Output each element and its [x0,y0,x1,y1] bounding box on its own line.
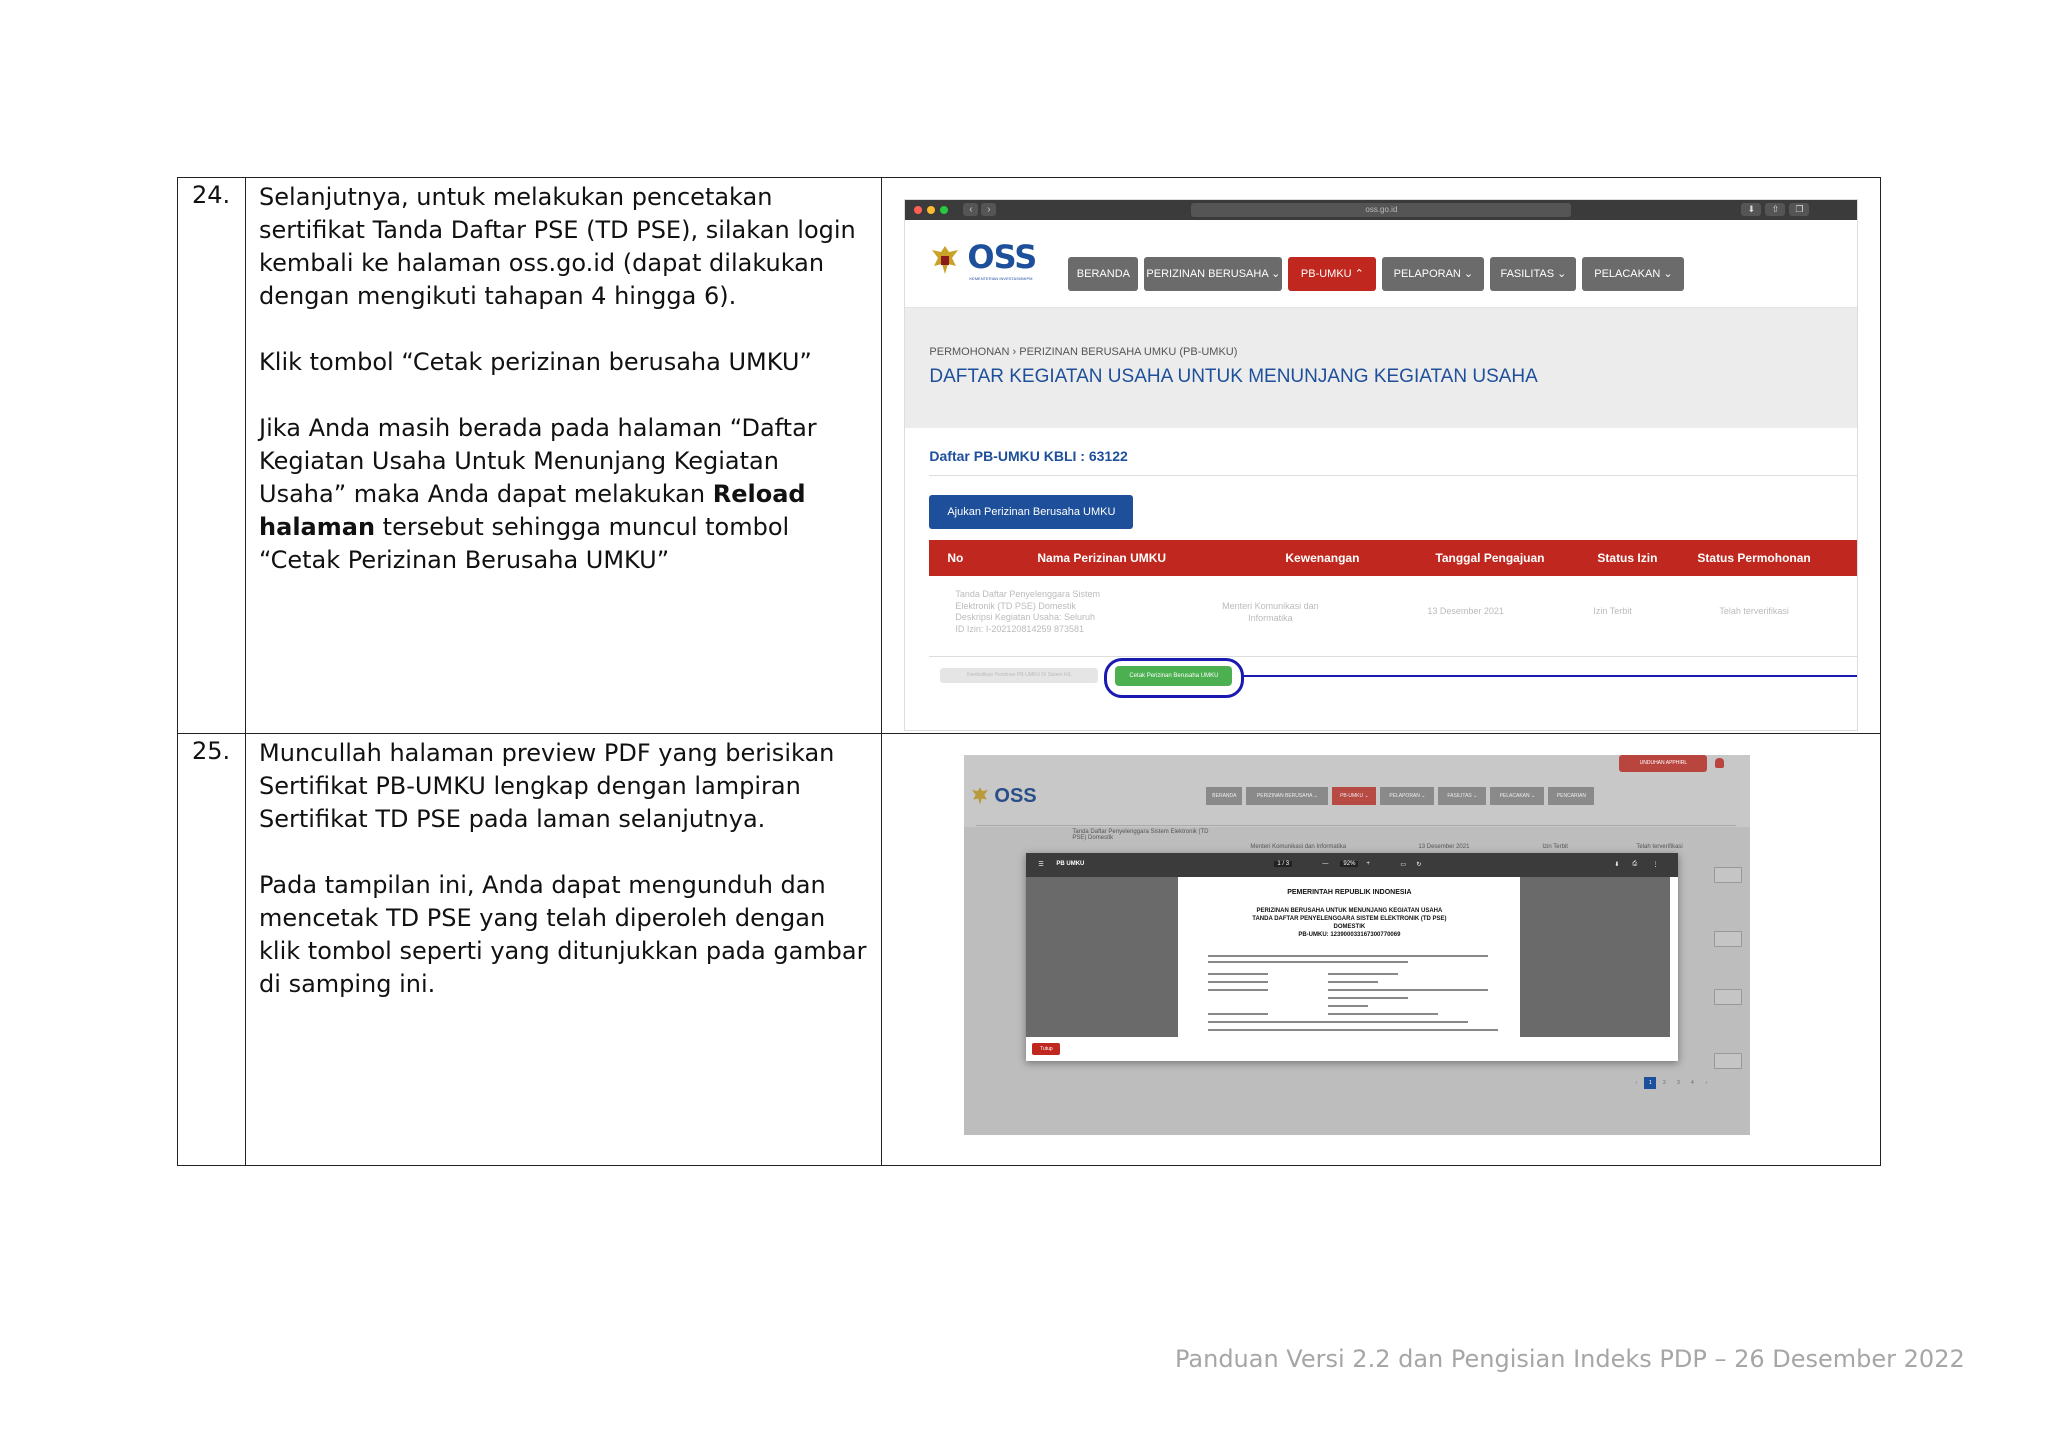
cell-nama: Tanda Daftar Penyelenggara Sistem Elektronik (TD PSE) Domestik [955,589,1100,611]
garuda-emblem-icon [930,242,960,278]
bg-field [1714,989,1742,1005]
step-description [246,734,882,1166]
text-line [1328,989,1488,991]
rotate-icon: ↻ [1416,862,1422,868]
step-paragraph: Pada tampilan ini, Anda dapat mengunduh dan mencetak TD PSE yang telah diperoleh dengan klik tombol seperti yang ditunjukkan pada gambar di samping ini. [259,871,867,998]
column-header: Tanggal Pengajuan [1435,551,1545,565]
text-span: Jika Anda masih berada pada halaman “Daftar Kegiatan Usaha Untuk Menunjang Kegiatan Usaha” maka Anda dapat melakukan [259,414,817,508]
bg-cell-status: Izin Terbit [1542,844,1568,850]
page-title: DAFTAR KEGIATAN USAHA UNTUK MENUNJANG KEGIATAN USAHA [929,366,1538,387]
print-icon: ⎙ [1632,861,1638,867]
pdf-subheading-line: PERIZINAN BERUSAHA UNTUK MENUNJANG KEGIATAN USAHA [1256,908,1443,914]
cell-tanggal: 13 Desember 2021 [1427,606,1504,616]
more-icon: ⋮ [1652,862,1659,868]
step-paragraph: Klik tombol “Cetak perizinan berusaha UMKU” [259,348,812,376]
pdf-title: PB UMKU [1056,861,1085,867]
pdf-subheading-line: PB-UMKU: 123900033167300770069 [1298,932,1401,938]
ajukan-button: Ajukan Perizinan Berusaha UMKU [929,495,1133,529]
share-icon: ⇧ [1765,203,1785,216]
fit-page-icon: ▭ [1400,862,1407,868]
column-header: Status Permohonan [1697,551,1811,565]
nav-pb-umku: PB-UMKU ⌃ [1288,257,1376,291]
tutup-button: Tutup [1032,1043,1060,1055]
nav-perizinan-berusaha: PERIZINAN BERUSAHA ⌄ [1246,787,1328,805]
text-line [1328,981,1378,983]
text-line [1208,973,1268,975]
bell-icon [1715,758,1724,768]
pdf-toolbar [1026,853,1678,877]
cell-status-izin: Izin Terbit [1593,606,1632,616]
step-number: 24. [178,178,246,734]
cetak-perizinan-button: Cetak Perizinan Berusaha UMKU [1115,666,1232,686]
step-row-24 [178,178,1881,734]
oss-logo-subtitle: KEMENTERIAN INVESTASI/BKPM [969,276,1033,281]
screenshot-cell [882,734,1881,1166]
oss-screenshot [904,199,1858,731]
bg-field [1714,1053,1742,1069]
step-paragraph: Muncullah halaman preview PDF yang berisikan Sertifikat PB-UMKU lengkap dengan lampiran Sertifikat TD PSE pada laman selanjutnya. [259,739,835,833]
kembalikan-button: Kembalikan Perizinan PB-UMKU Di Sistem K/L [940,668,1098,683]
pdf-background [1520,877,1670,1037]
bg-cell-kewenangan: Menteri Komunikasi dan Informatika [1250,844,1347,850]
browser-chrome [905,200,1857,220]
nav-pelaporan: PELAPORAN ⌄ [1382,257,1484,291]
kbli-heading: Daftar PB-UMKU KBLI : 63122 [929,448,1128,464]
pdf-heading: PEMERINTAH REPUBLIK INDONESIA [1287,889,1412,896]
nav-pb-umku: PB-UMKU ⌄ [1332,787,1376,805]
nav-pencarian: PENCARIAN [1548,787,1594,805]
maximize-dot-icon [940,206,948,214]
divider [976,825,1736,826]
text-line [1328,973,1398,975]
step-paragraph [259,412,869,577]
text-line [1208,989,1268,991]
table-header [929,540,1857,576]
table-row [929,576,1857,657]
bg-cell-nama: Tanda Daftar Penyelenggara Sistem Elektronik (TD PSE) Domestik [1072,829,1209,841]
pager-page: 1 [1644,1077,1656,1089]
text-span: tersebut sehingga muncul tombol “Cetak Perizinan Berusaha UMKU” [259,513,790,574]
pager-page: 3 [1677,1080,1680,1086]
address-bar: oss.go.id [1191,203,1571,217]
minimize-dot-icon [927,206,935,214]
page-footer: Panduan Versi 2.2 dan Pengisian Indeks PDP – 26 Desember 2022 [1175,1345,1965,1373]
nav-pelacakan: PELACAKAN ⌄ [1490,787,1544,805]
pdf-page-indicator: 1 / 3 [1274,861,1292,867]
pdf-subheading [1178,907,1520,939]
screenshot-cell [882,178,1881,734]
breadcrumb-area [905,308,1857,428]
text-line [1208,955,1488,957]
nav-fasilitas: FASILITAS ⌄ [1438,787,1486,805]
text-line [1328,997,1408,999]
download-icon: ⬇ [1614,862,1620,868]
bg-cell-tanggal: 13 Desember 2021 [1418,844,1470,850]
pdf-page [1178,877,1520,1037]
pager-prev: ‹ [1635,1080,1638,1086]
nav-beranda: BERANDA [1068,257,1138,291]
nav-fasilitas: FASILITAS ⌄ [1490,257,1576,291]
step-number: 25. [178,734,246,1166]
forward-icon: › [981,203,996,216]
bg-cell-permohonan: Telah terverifikasi [1636,844,1683,850]
bold-text: Reload halaman [259,480,806,541]
download-icon: ⬇ [1741,203,1761,216]
step-paragraph: Selanjutnya, untuk melakukan pencetakan sertifikat Tanda Daftar PSE (TD PSE), silakan login kembali ke halaman oss.go.id (dapat dilakukan dengan mengikuti tahapan 4 hingga 6). [259,183,856,310]
pager-page: 4 [1691,1080,1694,1086]
column-header: Status Izin [1597,551,1658,565]
unduhan-button: UNDUHAN APPHIRL [1619,755,1707,772]
garuda-emblem-icon [970,785,990,807]
bg-field [1714,931,1742,947]
text-line [1328,1005,1368,1007]
step-row-25 [178,734,1881,1166]
oss-logo: OSS [994,785,1037,807]
pdf-background [1026,877,1178,1037]
pdf-zoom: 92% [1340,861,1358,867]
menu-icon: ☰ [1038,862,1044,868]
text-line [1208,1021,1468,1023]
text-line [1208,1013,1268,1015]
pager-page: 2 [1663,1080,1666,1086]
pdf-subheading-line: TANDA DAFTAR PENYELENGGARA SISTEM ELEKTRONIK (TD PSE) [1252,916,1447,922]
cell-kewenangan: Menteri Komunikasi dan Informatika [1222,601,1319,623]
oss-logo: OSS [967,238,1037,276]
nav-perizinan-berusaha: PERIZINAN BERUSAHA ⌄ [1144,257,1282,291]
pager-next: › [1705,1080,1708,1086]
step-description [246,178,882,734]
instruction-table [177,177,1881,1166]
nav-pelacakan: PELACAKAN ⌄ [1582,257,1684,291]
oss-header [905,220,1857,308]
cell-nama-desc: Deskripsi Kegiatan Usaha: Seluruh [955,612,1095,622]
close-dot-icon [914,206,922,214]
zoom-out-icon: — [1322,861,1329,867]
cell-nama-id: ID Izin: I-202120814259 873581 [955,624,1084,634]
text-line [1328,1013,1438,1015]
bg-field [1714,867,1742,883]
zoom-in-icon: + [1366,861,1370,867]
tabs-icon: ❐ [1789,203,1809,216]
pointer-line [1241,675,1858,677]
pdf-preview-screenshot [964,755,1750,1135]
text-line [1208,1029,1498,1031]
divider [929,475,1857,476]
nav-pelaporan: PELAPORAN ⌄ [1380,787,1434,805]
nav-beranda: BERANDA [1206,787,1242,805]
pdf-subheading-line: DOMESTIK [1333,924,1366,930]
text-line [1208,961,1408,963]
text-line [1208,981,1268,983]
breadcrumb: PERMOHONAN › PERIZINAN BERUSAHA UMKU (PB-UMKU) [929,346,1238,358]
back-icon: ‹ [963,203,978,216]
column-header: Kewenangan [1285,551,1360,565]
highlight-oval [1104,658,1244,698]
column-header: Nama Perizinan UMKU [1037,551,1167,565]
pdf-preview-modal [1026,853,1678,1061]
cell-status-permohonan: Telah terverifikasi [1719,606,1789,616]
column-header: No [947,551,964,565]
